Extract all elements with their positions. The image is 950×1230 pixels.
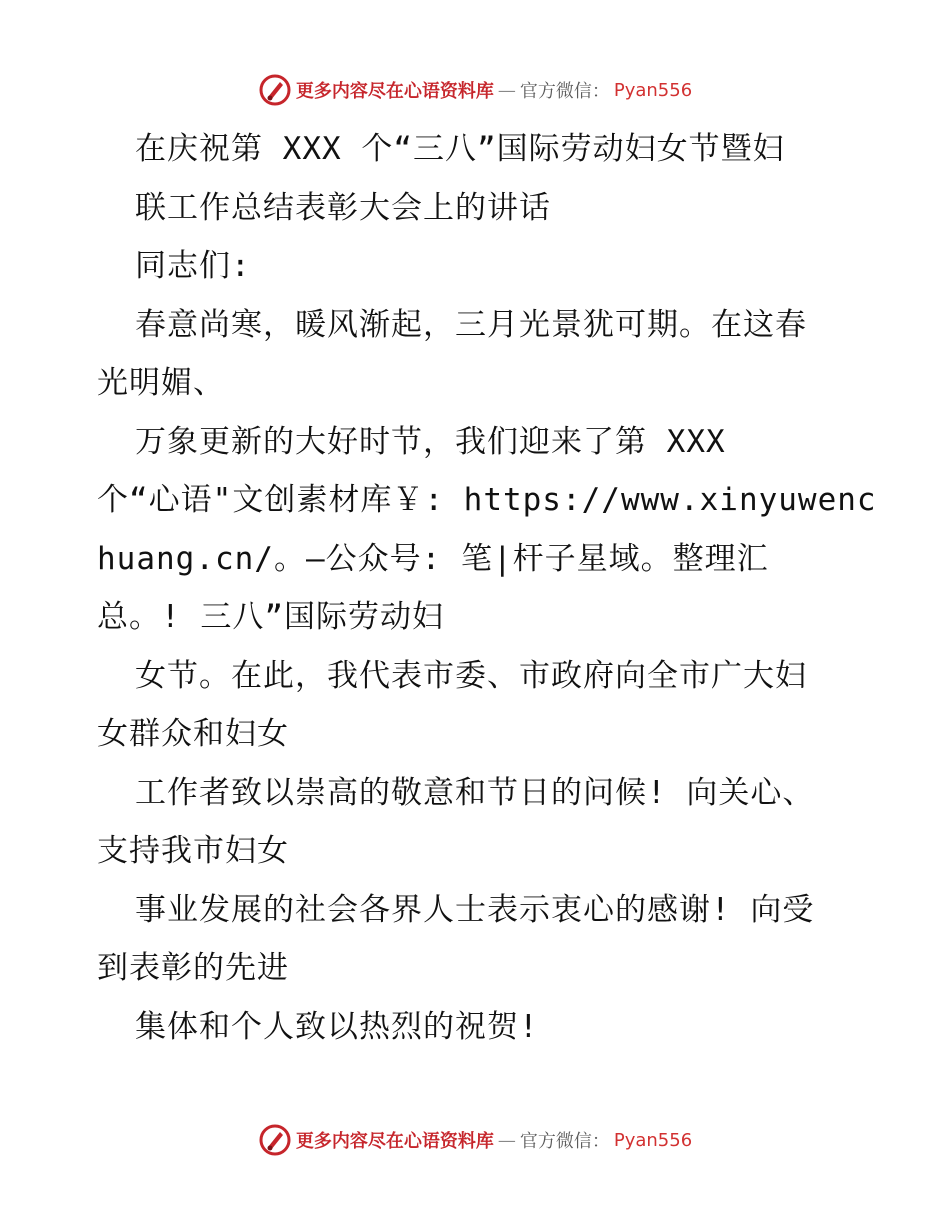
banner-wechat-label: 官方微信：	[519, 81, 610, 102]
red-pen-nib-logo-icon	[258, 1123, 292, 1157]
document-line: huang.cn/。—公众号: 笔|杆子星域。整理汇	[97, 540, 769, 577]
document-line: 个“心语"文创素材库￥: https://www.xinyuwenc	[97, 482, 877, 518]
document-line: 支持我市妇女	[97, 833, 289, 869]
document-line: 联工作总结表彰大会上的讲话	[135, 189, 551, 226]
document-line: 工作者致以崇高的敬意和节日的问候! 向关心、	[135, 774, 815, 811]
document-line: 女节。在此，我代表市委、市政府向全市广大妇	[135, 657, 807, 694]
document-line: 在庆祝第 XXX 个“三八”国际劳动妇女节暨妇	[135, 131, 785, 167]
document-line: 光明媚、	[97, 365, 225, 401]
document-line: 同志们:	[135, 248, 251, 284]
document-line: 总。! 三八”国际劳动妇	[97, 599, 444, 635]
document-line: 事业发展的社会各界人士表示衷心的感谢! 向受	[135, 891, 815, 928]
red-pen-nib-logo-icon	[258, 73, 292, 107]
banner-separator: —	[497, 1129, 516, 1151]
document-line: 万象更新的大好时节，我们迎来了第 XXX	[135, 423, 726, 460]
banner-separator: —	[497, 79, 516, 101]
banner-prefix-text: 更多内容尽在心语资料库	[295, 1131, 494, 1152]
document-body	[97, 120, 897, 1056]
document-line: 到表彰的先进	[97, 950, 289, 986]
document-line: 春意尚寒，暖风渐起，三月光景犹可期。在这春	[135, 306, 807, 343]
header-banner	[0, 70, 950, 110]
banner-wechat-id: Pyan556	[613, 1129, 693, 1151]
footer-banner	[0, 1120, 950, 1160]
banner-wechat-id: Pyan556	[613, 79, 693, 101]
document-line: 集体和个人致以热烈的祝贺!	[135, 1008, 539, 1045]
banner-prefix-text: 更多内容尽在心语资料库	[295, 81, 494, 102]
document-line: 女群众和妇女	[97, 716, 289, 752]
banner-wechat-label: 官方微信：	[519, 1131, 610, 1152]
